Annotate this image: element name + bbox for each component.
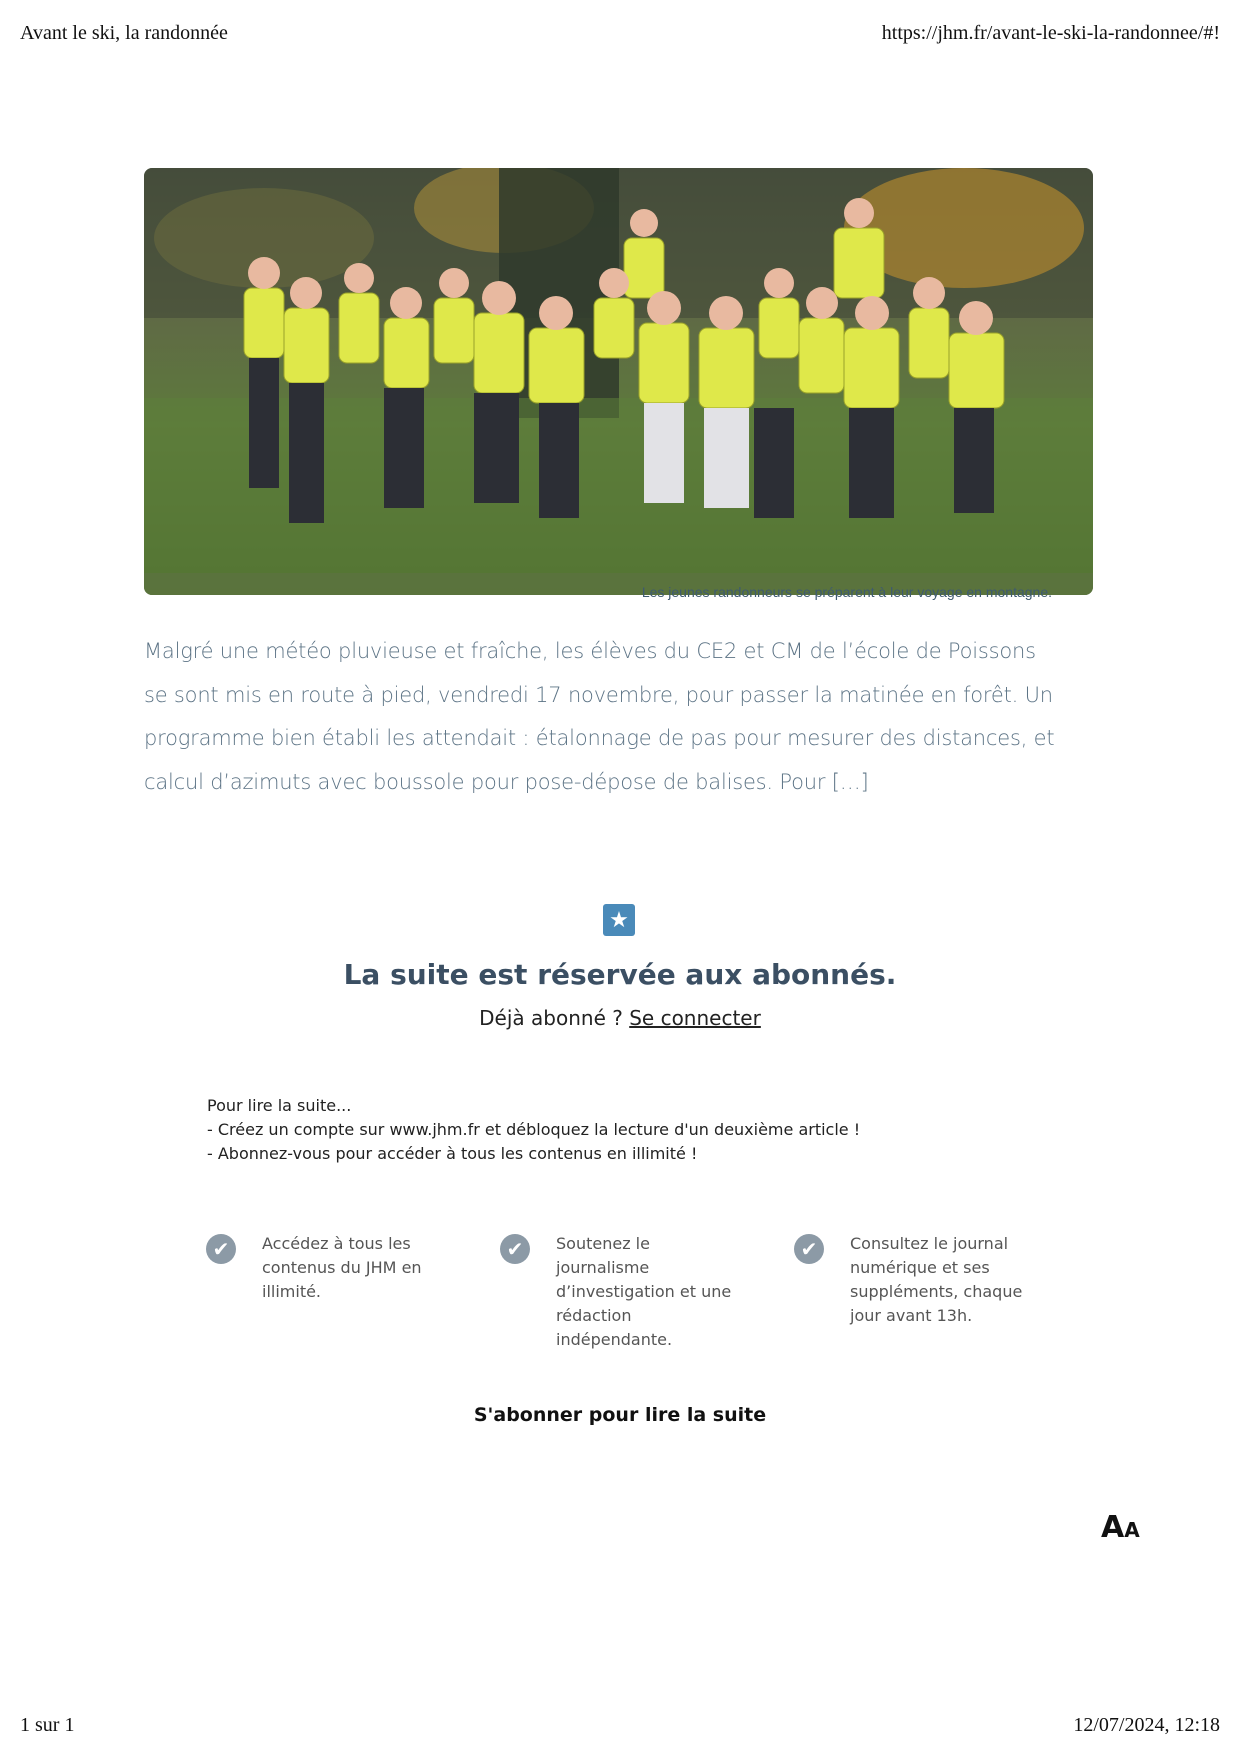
subscribe-button[interactable]: S'abonner pour lire la suite bbox=[473, 1404, 767, 1426]
font-size-large-letter: A bbox=[1101, 1510, 1125, 1545]
article-excerpt bbox=[144, 630, 1094, 804]
star-icon: ★ bbox=[603, 904, 635, 936]
login-prompt bbox=[0, 1006, 1240, 1030]
readmore-instructions bbox=[207, 1094, 860, 1166]
excerpt-line: calcul d’azimuts avec boussole pour pose-dépose de balises. Pour […] bbox=[144, 769, 869, 794]
font-size-button[interactable] bbox=[1101, 1510, 1140, 1545]
check-circle-icon: ✔ bbox=[794, 1234, 824, 1264]
check-circle-icon: ✔ bbox=[500, 1234, 530, 1264]
readmore-line: - Abonnez-vous pour accéder à tous les contenus en illimité ! bbox=[207, 1144, 698, 1163]
readmore-line: - Créez un compte sur www.jhm.fr et débloquez la lecture d'un deuxième article ! bbox=[207, 1120, 861, 1139]
paywall-title: La suite est réservée aux abonnés. bbox=[343, 958, 897, 991]
benefit-item bbox=[500, 1232, 736, 1352]
benefit-item bbox=[206, 1232, 437, 1304]
excerpt-line: se sont mis en route à pied, vendredi 17 novembre, pour passer la matinée en forêt. Un bbox=[144, 682, 1053, 707]
article-photo bbox=[144, 168, 1093, 595]
excerpt-line: Malgré une météo pluvieuse et fraîche, les élèves du CE2 et CM de l’école de Poissons bbox=[144, 639, 1036, 663]
group-photo-illustration bbox=[144, 168, 1093, 595]
photo-caption: Les jeunes randonneurs se préparent à leur voyage en montagne. bbox=[641, 584, 1052, 600]
readmore-line: Pour lire la suite... bbox=[207, 1096, 352, 1115]
print-page-count: 1 sur 1 bbox=[20, 1714, 75, 1736]
print-page-title: Avant le ski, la randonnée bbox=[20, 22, 228, 44]
benefit-text: Soutenez le journalisme d’investigation et une rédaction indépendante. bbox=[556, 1234, 732, 1349]
print-page-url: https://jhm.fr/avant-le-ski-la-randonnee/#! bbox=[881, 22, 1220, 44]
benefit-text: Accédez à tous les contenus du JHM en illimité. bbox=[262, 1234, 422, 1301]
benefit-text: Consultez le journal numérique et ses suppléments, chaque jour avant 13h. bbox=[850, 1234, 1023, 1325]
login-link[interactable]: Se connecter bbox=[629, 1006, 761, 1030]
check-circle-icon: ✔ bbox=[206, 1234, 236, 1264]
already-subscriber-text: Déjà abonné ? bbox=[479, 1006, 623, 1030]
print-datetime: 12/07/2024, 12:18 bbox=[1073, 1714, 1220, 1736]
benefit-item bbox=[794, 1232, 1030, 1328]
font-size-small-letter: A bbox=[1124, 1518, 1140, 1542]
excerpt-line: programme bien établi les attendait : étalonnage de pas pour mesurer des distances, et bbox=[144, 726, 1055, 750]
